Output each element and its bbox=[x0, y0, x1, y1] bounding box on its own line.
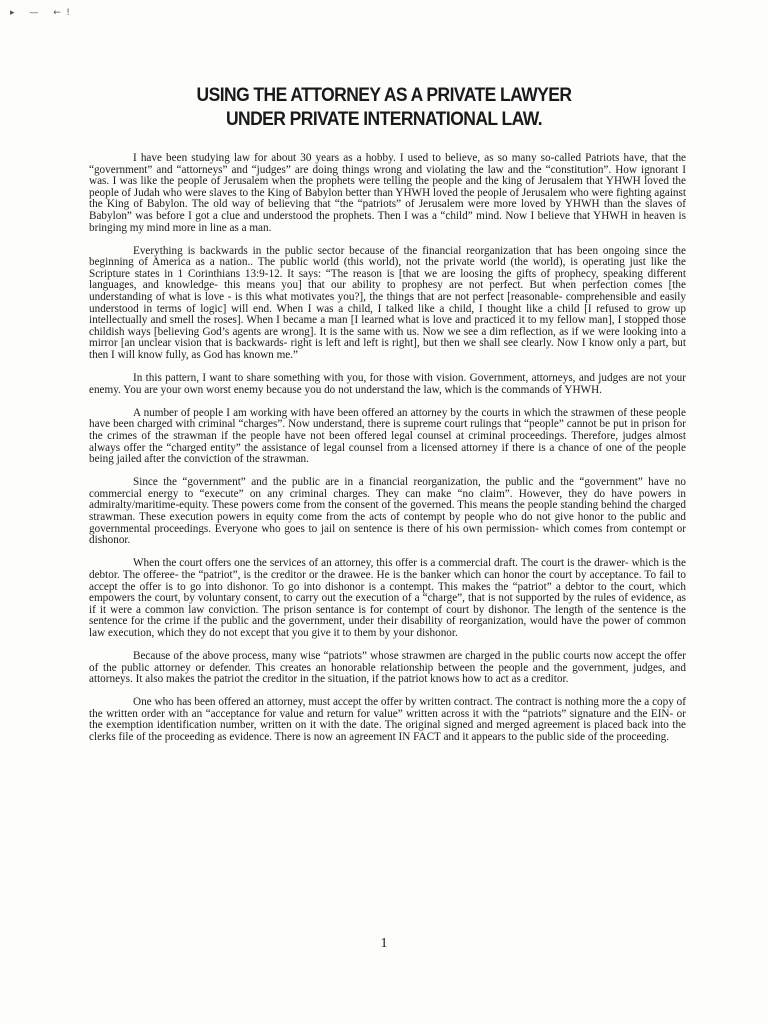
paragraph-6: When the court offers one the services of an attorney, this offer is a commercial draft. The court is the drawer- which is the debtor. The offeree- the “patriot”, is the creditor or the drawee. He is the banker which can honor the court by acceptance. To fail to accept the offer is to go into dishonor. To go into dishonor is a contempt. This makes the “patriot” a debtor to the court, which empowers the court, by voluntary consent, to carry out the execution of a “charge”, that is not supported by the rules of evidence, as if it were a common law conviction. The prison sentance is for contempt of court by dishonor. The length of the sentence is the sentence for the crime if the public and the government, under their disability of reorganization, would have the power of common law execution, which they do not except that you give it to them by your dishonor. bbox=[89, 557, 686, 639]
paragraph-3: In this pattern, I want to share something with you, for those with vision. Government, attorneys, and judges are not your enemy. You are your own worst enemy because you do not understand the law, which is the commands of YHWH. bbox=[89, 372, 686, 396]
paragraph-7: Because of the above process, many wise “patriots” whose strawmen are charged in the public courts now accept the offer of the public attorney or defender. This creates an honorable relationship between the people and the government, judges, and attorneys. It also makes the patriot the creditor in the situation, if the patriot knows how to act as a creditor. bbox=[89, 649, 686, 686]
title-line-2: UNDER PRIVATE INTERNATIONAL LAW. bbox=[225, 109, 543, 130]
scan-artifact-mark: ▸ — ←ǃ bbox=[10, 8, 76, 18]
page-number: 1 bbox=[380, 936, 388, 951]
paragraph-2: Everything is backwards in the public sector because of the financial reorganization that has been ongoing since the beginning of America as a nation.. The public world (this world), not the private world (the world), is operating just like the Scripture states in 1 Corinthians 13:9-12. It says: “The reason is [that we are loosing the gifts of prophecy, speaking different languages, and knowledge- this means you] that our ability to prophesy are not perfect. But when perfection comes [the understanding of what is love - is this what motivates you?], the things that are not perfect [reasonable- comprehensible and easily understood in terms of logic] will end. When I was a child, I talked like a child, I thought like a child [I refused to grow up intellectually and smell the roses]. When I became a man [I learned what is love and practiced it to my fellow man], I stopped those childish ways [believing God’s agents are wrong]. It is the same with us. Now we see a dim reflection, as if we were looking into a mirror [an unclear vision that is backwards- right is left and left is right], but then we shall see clearly. Now I know only a part, but then I will know fully, as God has known me.” bbox=[89, 244, 686, 361]
document-title bbox=[114, 84, 655, 132]
paragraph-4: A number of people I am working with have been offered an attorney by the courts in which the strawmen of these people have been charged with criminal “charges”. Now understand, there is supreme court rulings that “people” cannot be put in prison for the crimes of the strawman if the people have not been offered legal counsel at criminal proceedings. Therefore, judges almost always offer the “charged entity” the assistance of legal counsel from a licensed attorney if there is a chance of one of the people being jailed after the conviction of the strawman. bbox=[89, 406, 686, 466]
paragraph-8: One who has been offered an attorney, must accept the offer by written contract. The contract is nothing more the a copy of the written order with an “acceptance for value and return for value” written across it with the “patriots” signature and the EIN- or the exemption identification number, written on it with the date. The original signed and merged agreement is placed back into the clerks file of the proceeding as evidence. There is now an agreement IN FACT and it appears to the public side of the proceeding. bbox=[89, 696, 686, 744]
paragraph-5: Since the “government” and the public are in a financial reorganization, the public and the “government” have no commercial energy to “execute” on any criminal charges. They can make “no claim”. However, they do have powers in admiralty/maritime-equity. These powers come from the consent of the governed. This means the people standing behind the charged strawman. These execution powers in equity come from the acts of contempt by people who do not give honor to the public and governmental proceedings. Everyone who goes to jail on sentence is there of his own permission- which comes from contempt or dishonor. bbox=[89, 476, 686, 547]
paragraph-1: I have been studying law for about 30 years as a hobby. I used to believe, as so many so-called Patriots have, that the “government” and “attorneys” and “judges” are doing things wrong and violating the law and the “constitution”. How ignorant I was. I was like the people of Jerusalem when the prophets were telling the people and the king of Jerusalem that YHWH loved the people of Judah who were slaves to the King of Babylon better than YHWH loved the people of Jerusalem who were fighting against the King of Babylon. The old way of believing that “the “patriots” of Jerusalem were more loved by YHWH than the slaves of Babylon” was before I got a clue and understood the prophets. Then I was a “child” mind. Now I believe that YHWH in heaven is bringing my mind more in line as a man. bbox=[89, 152, 686, 234]
document-body bbox=[89, 153, 686, 755]
title-line-1: USING THE ATTORNEY AS A PRIVATE LAWYER bbox=[196, 85, 572, 106]
